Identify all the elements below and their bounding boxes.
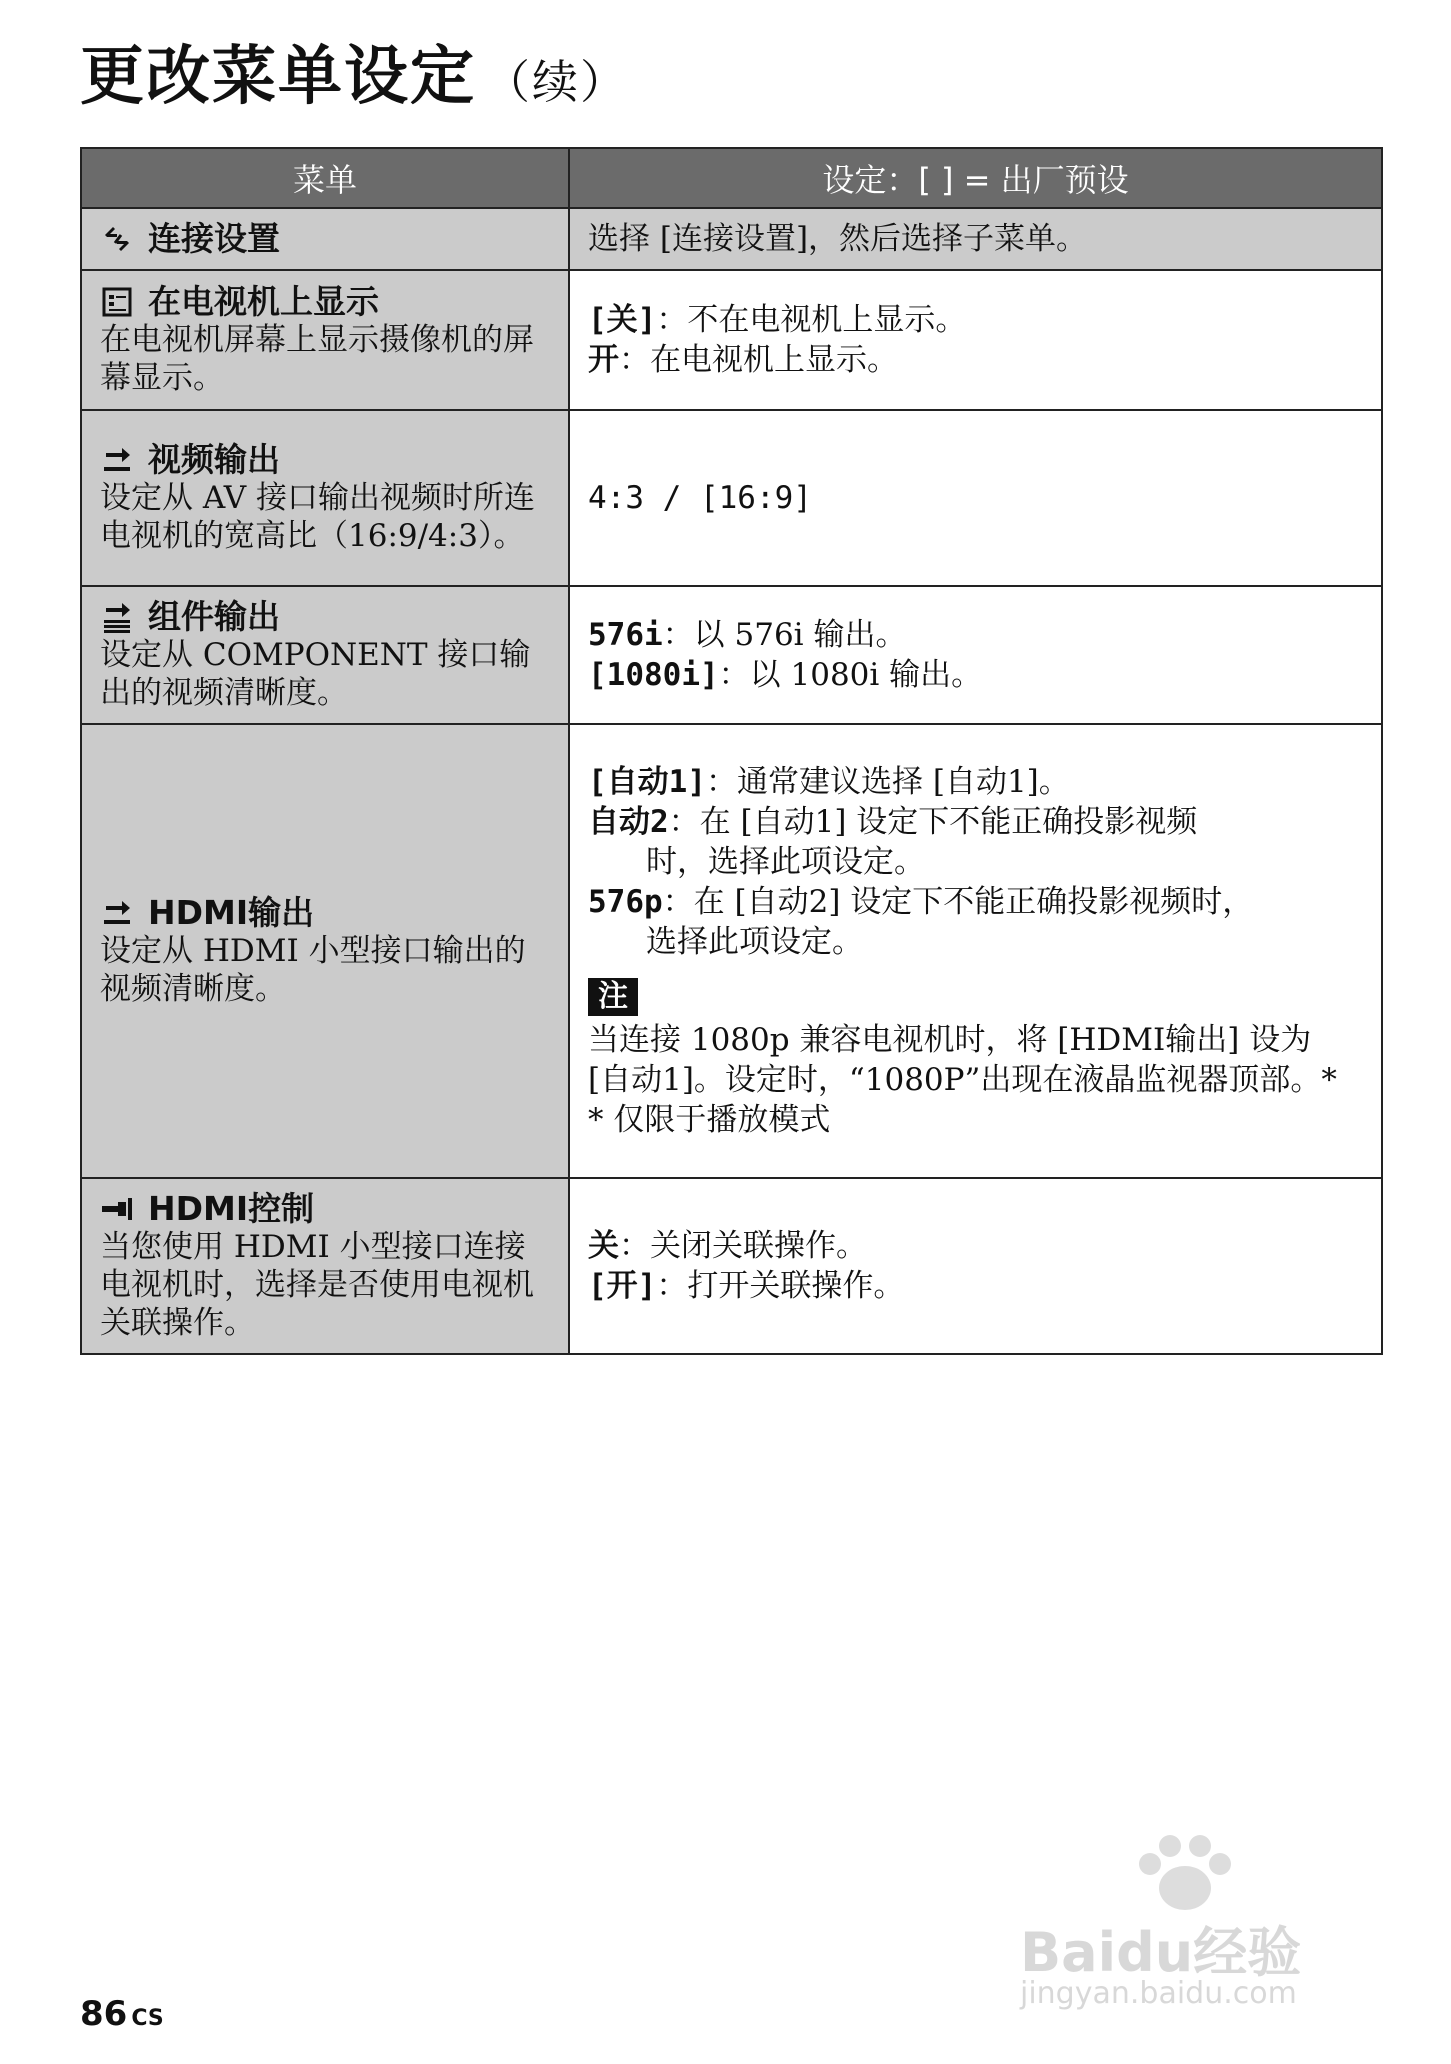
setting-option: [588, 802, 1363, 882]
tv-display-icon: [100, 285, 134, 319]
menu-item-title: HDMI控制: [148, 1189, 315, 1228]
option-key: [自动1]: [588, 764, 706, 800]
option-value: ：在 [自动2] 设定下不能正确投影视频时，: [662, 884, 1254, 920]
setting-option: [588, 1266, 1363, 1306]
option-key: [开]: [588, 1268, 657, 1304]
menu-item-title: 在电视机上显示: [148, 282, 379, 321]
setting-cell: [569, 270, 1382, 410]
setting-option: [588, 340, 1363, 380]
option-value-cont: 时，选择此项设定。: [646, 844, 925, 880]
menu-cell: [81, 208, 569, 270]
table-row: [81, 1178, 1382, 1354]
page-title-suffix: （续）: [484, 55, 628, 109]
note-badge: 注: [588, 978, 638, 1016]
setting-option: [588, 655, 1363, 695]
option-key: 开: [588, 342, 619, 378]
table-row: [81, 208, 1382, 270]
setting-option: [588, 882, 1363, 962]
language-code: CS: [131, 2006, 164, 2031]
menu-item-description: 设定从 COMPONENT 接口输出的视频清晰度。: [100, 637, 531, 711]
menu-cell: [81, 410, 569, 586]
paw-icon: [1130, 1830, 1240, 1920]
header-setting: 设定：[ ] = 出厂预设: [569, 148, 1382, 208]
setting-cell: [569, 208, 1382, 270]
menu-cell: [81, 724, 569, 1178]
setting-option: [588, 300, 1363, 340]
option-value-cont: 选择此项设定。: [646, 924, 863, 960]
watermark-url: jingyan.baidu.com: [1020, 1976, 1297, 2011]
menu-settings-table: [80, 147, 1383, 1355]
table-row: [81, 724, 1382, 1178]
hdmi-output-icon: [100, 896, 134, 930]
menu-item-title: HDMI输出: [148, 893, 315, 932]
menu-cell: [81, 1178, 569, 1354]
watermark-brand: Baidu经验: [1020, 1921, 1302, 1984]
video-output-icon: [100, 443, 134, 477]
setting-option: [588, 762, 1363, 802]
menu-item-title: 组件输出: [148, 597, 280, 636]
setting-option: [588, 1226, 1363, 1266]
setting-cell: [569, 410, 1382, 586]
page-title: [80, 42, 628, 112]
table-row: [81, 410, 1382, 586]
component-output-icon: [100, 600, 134, 634]
option-value: ：打开关联操作。: [656, 1268, 905, 1304]
setting-cell: [569, 586, 1382, 724]
setting-cell: [569, 1178, 1382, 1354]
option-key: 自动2: [588, 804, 669, 840]
note-text: 当连接 1080p 兼容电视机时，将 [HDMI输出] 设为 [自动1]。设定时，“1080P”出现在液晶监视器顶部。*: [588, 1022, 1337, 1098]
option-key: [1080i]: [588, 657, 719, 693]
footnote: * 仅限于播放模式: [588, 1102, 831, 1138]
menu-cell: [81, 270, 569, 410]
menu-cell: [81, 586, 569, 724]
setting-text: 4:3 / [16:9]: [588, 480, 812, 516]
header-menu: 菜单: [81, 148, 569, 208]
option-key: 关: [588, 1228, 619, 1264]
setting-cell: [569, 724, 1382, 1178]
menu-item-description: 设定从 AV 接口输出视频时所连电视机的宽高比（16:9/4:3）。: [100, 480, 535, 554]
option-value: ：通常建议选择 [自动1]。: [706, 764, 1070, 800]
menu-item-title: 连接设置: [148, 219, 280, 258]
option-value: ：在电视机上显示。: [619, 342, 898, 378]
table-header-row: [81, 148, 1382, 208]
option-value: ：以 576i 输出。: [662, 617, 907, 653]
page-number-value: 86: [80, 1994, 128, 2034]
option-value: ：关闭关联操作。: [619, 1228, 867, 1264]
table-row: [81, 586, 1382, 724]
option-key: 576i: [588, 617, 663, 653]
option-key: 576p: [588, 884, 663, 920]
menu-item-title: 视频输出: [148, 440, 280, 479]
hdmi-control-icon: [100, 1192, 134, 1226]
page-number: [80, 1994, 164, 2034]
baidu-watermark: [1020, 1830, 1380, 2011]
setting-option: [588, 615, 1363, 655]
option-value: ：在 [自动1] 设定下不能正确投影视频: [668, 804, 1198, 840]
setting-text: 选择 [连接设置]，然后选择子菜单。: [588, 221, 1088, 257]
option-key: [关]: [588, 302, 657, 338]
option-value: ：不在电视机上显示。: [656, 302, 967, 338]
menu-item-description: 设定从 HDMI 小型接口输出的视频清晰度。: [100, 933, 526, 1007]
connection-setting-icon: [100, 222, 134, 256]
page-title-text: 更改菜单设定: [80, 40, 476, 114]
menu-item-description: 当您使用 HDMI 小型接口连接电视机时，选择是否使用电视机关联操作。: [100, 1229, 534, 1341]
table-row: [81, 270, 1382, 410]
option-value: ：以 1080i 输出。: [718, 657, 983, 693]
menu-item-description: 在电视机屏幕上显示摄像机的屏幕显示。: [100, 322, 534, 396]
